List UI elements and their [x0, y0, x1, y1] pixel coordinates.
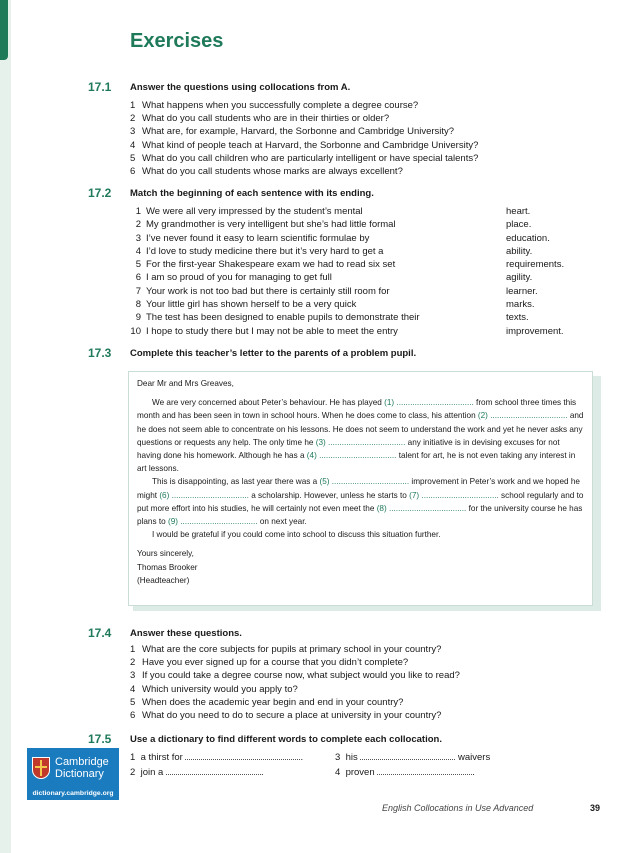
answer-blank[interactable] — [185, 751, 300, 760]
gap-3[interactable]: (3) .................................. — [315, 437, 406, 447]
gap-5[interactable]: (5) .................................. — [319, 477, 410, 487]
list-item: 6 What do you need to do to secure a place at university in your country? — [130, 710, 442, 722]
page-edge-strip — [0, 0, 11, 853]
brand-line: Cambridge — [55, 756, 109, 768]
list-item: 2 What do you call students who are in their thirties or older? — [130, 113, 390, 125]
list-item: 1 What happens when you successfully complete a degree course? — [130, 100, 419, 111]
exercise-number: 17.4 — [88, 626, 112, 640]
list-item: 3 What are, for example, Harvard, the Sorbonne and Cambridge University? — [130, 126, 455, 138]
matching-list — [128, 205, 588, 338]
cambridge-dictionary-logo[interactable] — [27, 748, 119, 788]
list-item: 2 My grandmother is very intelligent but she’s had little formal place. — [135, 219, 532, 231]
letter-paragraph: We are very concerned about Peter’s behaviour. He has played (1) .................................. from school three times this month and has been seen in town in school hours. When he does come to class, his attention (2) .................................. and he does not seem able to concentrate on his lessons. He does not seem to understand the work and yet he never asks any questions or requests any help. The only time he (3) .................................. any initiative is in devising excuses for not having done his homework. Although he has a (4) .................................. talent for art, he is not even taking any interest in art lessons. — [137, 398, 584, 474]
collocation-list — [130, 750, 540, 780]
list-item: 2 join a . — [130, 767, 264, 778]
list-item: 7 Your work is not too bad but there is certainly still room for learner. — [135, 285, 538, 297]
exercise-instruction: Match the beginning of each sentence with its ending. — [130, 188, 374, 199]
list-item: 1 What are the core subjects for pupils at primary school in your country? — [130, 644, 442, 655]
list-item: 2 Have you ever signed up for a course that you didn’t complete? — [130, 657, 409, 669]
list-item: 1 We were all very impressed by the student’s mental heart. — [135, 206, 531, 217]
list-item: 9 The test has been designed to enable pupils to demonstrate their texts. — [135, 312, 529, 324]
exercise-instruction: Answer these questions. — [130, 628, 242, 639]
list-item: 3 I’ve never found it easy to learn scientific formulae by education. — [135, 232, 550, 244]
answer-blank[interactable] — [360, 751, 455, 760]
exercise-instruction: Answer the questions using collocations from A. — [130, 82, 351, 93]
exercise-instruction: Complete this teacher’s letter to the parents of a problem pupil. — [130, 348, 417, 359]
list-item: 3 If you could take a degree course now, what subject would you like to read? — [130, 670, 460, 682]
list-item: 5 For the first-year Shakespeare exam we had to read six set requirements. — [135, 259, 565, 271]
list-item: 8 Your little girl has shown herself to be a very quick marks. — [135, 299, 535, 311]
gap-1[interactable]: (1) .................................. — [384, 398, 474, 408]
letter-paragraph: This is disappointing, as last year there was a (5) .................................. improvement in Peter’s work and we hoped he might (6) .................................. a scholarship. However, unless he starts to (7) .................................. school regularly and to put more effort into his studies, he will certainly not even meet the (8) .................................. for the university course he has plans to (9) .................................. on next year. — [137, 477, 584, 527]
list-item: 5 What do you call children who are particularly intelligent or have special talents? — [130, 152, 479, 164]
question-list — [130, 99, 478, 178]
list-item: 5 When does the academic year begin and end in your country? — [130, 696, 404, 708]
list-item: 1 a thirst for . — [130, 752, 304, 763]
answer-blank[interactable] — [377, 766, 472, 775]
unit-tab — [0, 0, 8, 60]
page-title: Exercises — [130, 30, 224, 52]
list-item: 10 I hope to study there but I may not be able to meet the entry improvement. — [130, 325, 564, 337]
gap-7[interactable]: (7) .................................. — [409, 490, 499, 500]
letter-greeting: Dear Mr and Mrs Greaves, — [137, 379, 234, 388]
footer-book-title: English Collocations in Use Advanced — [382, 803, 534, 813]
gap-9[interactable]: (9) .................................. — [167, 517, 258, 527]
letter-signature: Thomas Brooker — [137, 562, 198, 572]
list-item: 6 I am so proud of you for managing to get full agility. — [135, 272, 533, 284]
exercise-instruction: Use a dictionary to find different words to complete each collocation. — [130, 734, 442, 745]
dictionary-url-link[interactable]: dictionary.cambridge.org — [27, 788, 119, 800]
exercise-number: 17.3 — [88, 346, 112, 360]
brand-line: Dictionary — [55, 768, 104, 780]
letter-closing: Yours sincerely, — [137, 549, 194, 559]
list-item: 4 Which university would you apply to? — [130, 683, 298, 695]
answer-blank[interactable] — [166, 766, 261, 775]
letter-box — [128, 371, 593, 606]
question-list — [130, 643, 460, 722]
gap-8[interactable]: (8) .................................. — [376, 503, 467, 513]
letter-paragraph: I would be grateful if you could come into school to discuss this situation further. — [152, 530, 441, 540]
list-item: 3 his waivers — [335, 752, 491, 763]
crest-icon — [32, 757, 50, 779]
gap-4[interactable]: (4) .................................. — [306, 451, 397, 461]
page-number: 39 — [590, 803, 601, 813]
exercise-number: 17.2 — [88, 186, 112, 200]
list-item: 4 I’d love to study medicine there but it’s very hard to get a ability. — [135, 245, 533, 257]
list-item: 4 What kind of people teach at Harvard, the Sorbonne and Cambridge University? — [130, 139, 479, 151]
gap-6[interactable]: (6) .................................. — [159, 490, 249, 500]
gap-2[interactable]: (2) .................................. — [477, 411, 568, 421]
list-item: 6 What do you call students whose marks are always excellent? — [130, 166, 403, 178]
exercise-number: 17.5 — [88, 732, 112, 746]
exercise-number: 17.1 — [88, 80, 112, 94]
letter-role: (Headteacher) — [137, 575, 190, 585]
list-item: 4 proven . — [335, 767, 475, 778]
